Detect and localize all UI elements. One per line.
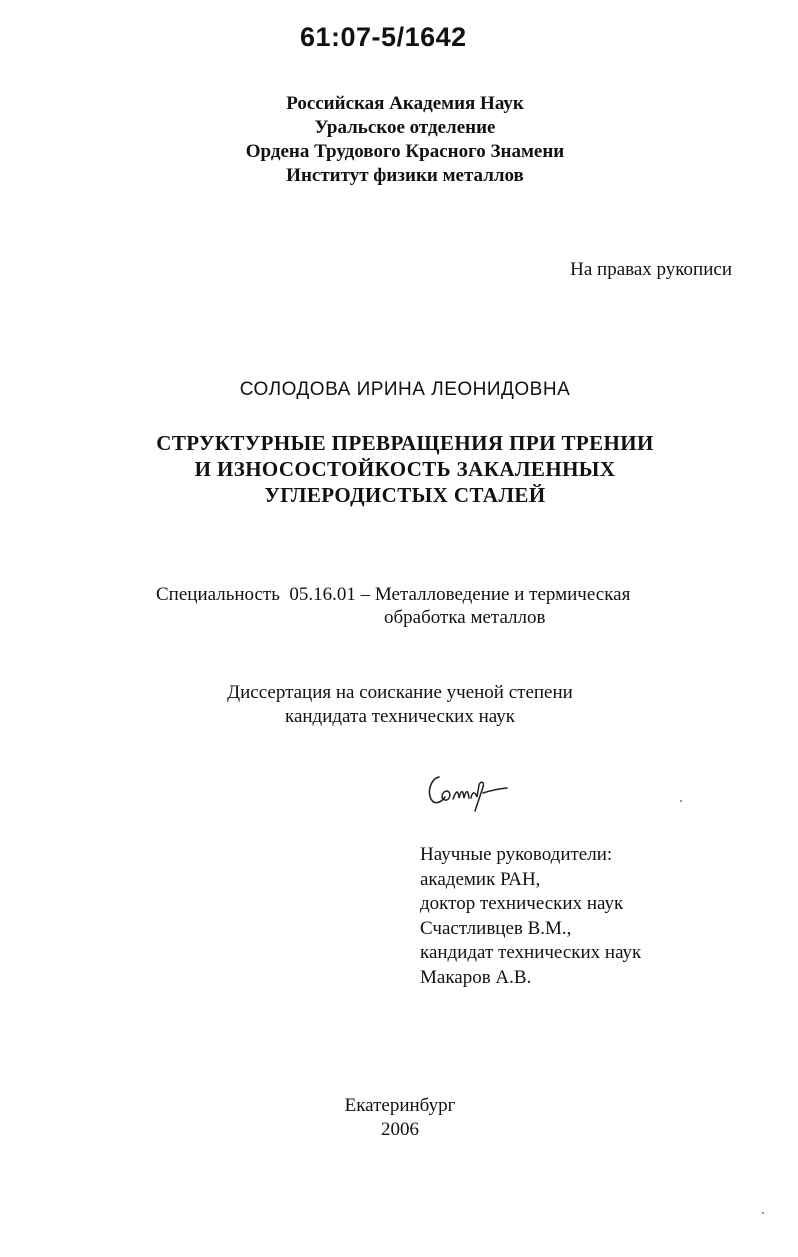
year: 2006 (381, 1119, 419, 1140)
archive-code: 61:07-5/1642 (300, 22, 467, 52)
institution-line: Институт физики металлов (286, 165, 524, 186)
dissertation-title (120, 430, 690, 508)
specialty-label: Специальность (156, 584, 280, 605)
city-year-block (300, 1094, 500, 1142)
institution-line: Уральское отделение (314, 117, 496, 138)
specialty-name: – Металловедение и термическая (360, 584, 631, 605)
handwritten-signature-icon (425, 765, 515, 815)
specialty-line (156, 583, 630, 607)
degree-line: кандидата технических наук (285, 706, 515, 727)
institution-line: Российская Академия Наук (286, 93, 524, 114)
advisor-line: кандидат технических наук (420, 942, 642, 963)
advisor-line: Счастливцев В.М., (420, 917, 572, 939)
institution-block (150, 92, 660, 188)
city: Екатеринбург (344, 1095, 456, 1116)
degree-block (150, 681, 650, 729)
author-name: СОЛОДОВА ИРИНА ЛЕОНИДОВНА (239, 379, 571, 400)
advisor-line: доктор технических наук (420, 893, 624, 914)
scan-speck (680, 800, 682, 802)
degree-line: Диссертация на соискание ученой степени (227, 682, 573, 703)
rights-note: На правах рукописи (570, 259, 732, 280)
scan-speck (762, 1212, 764, 1214)
title-line: СТРУКТУРНЫЕ ПРЕВРАЩЕНИЯ ПРИ ТРЕНИИ (156, 431, 654, 455)
specialty-name-continued: обработка металлов (384, 607, 546, 628)
advisor-line: Макаров А.В. (420, 966, 532, 988)
institution-line: Ордена Трудового Красного Знамени (245, 141, 565, 162)
specialty-code: 05.16.01 (289, 584, 356, 605)
title-line: И ИЗНОСОСТОЙКОСТЬ ЗАКАЛЕННЫХ (194, 457, 616, 481)
advisors-block (420, 843, 641, 990)
advisor-line: академик РАН, (420, 868, 541, 890)
title-line: УГЛЕРОДИСТЫХ СТАЛЕЙ (264, 483, 546, 507)
advisors-heading: Научные руководители: (420, 844, 613, 865)
